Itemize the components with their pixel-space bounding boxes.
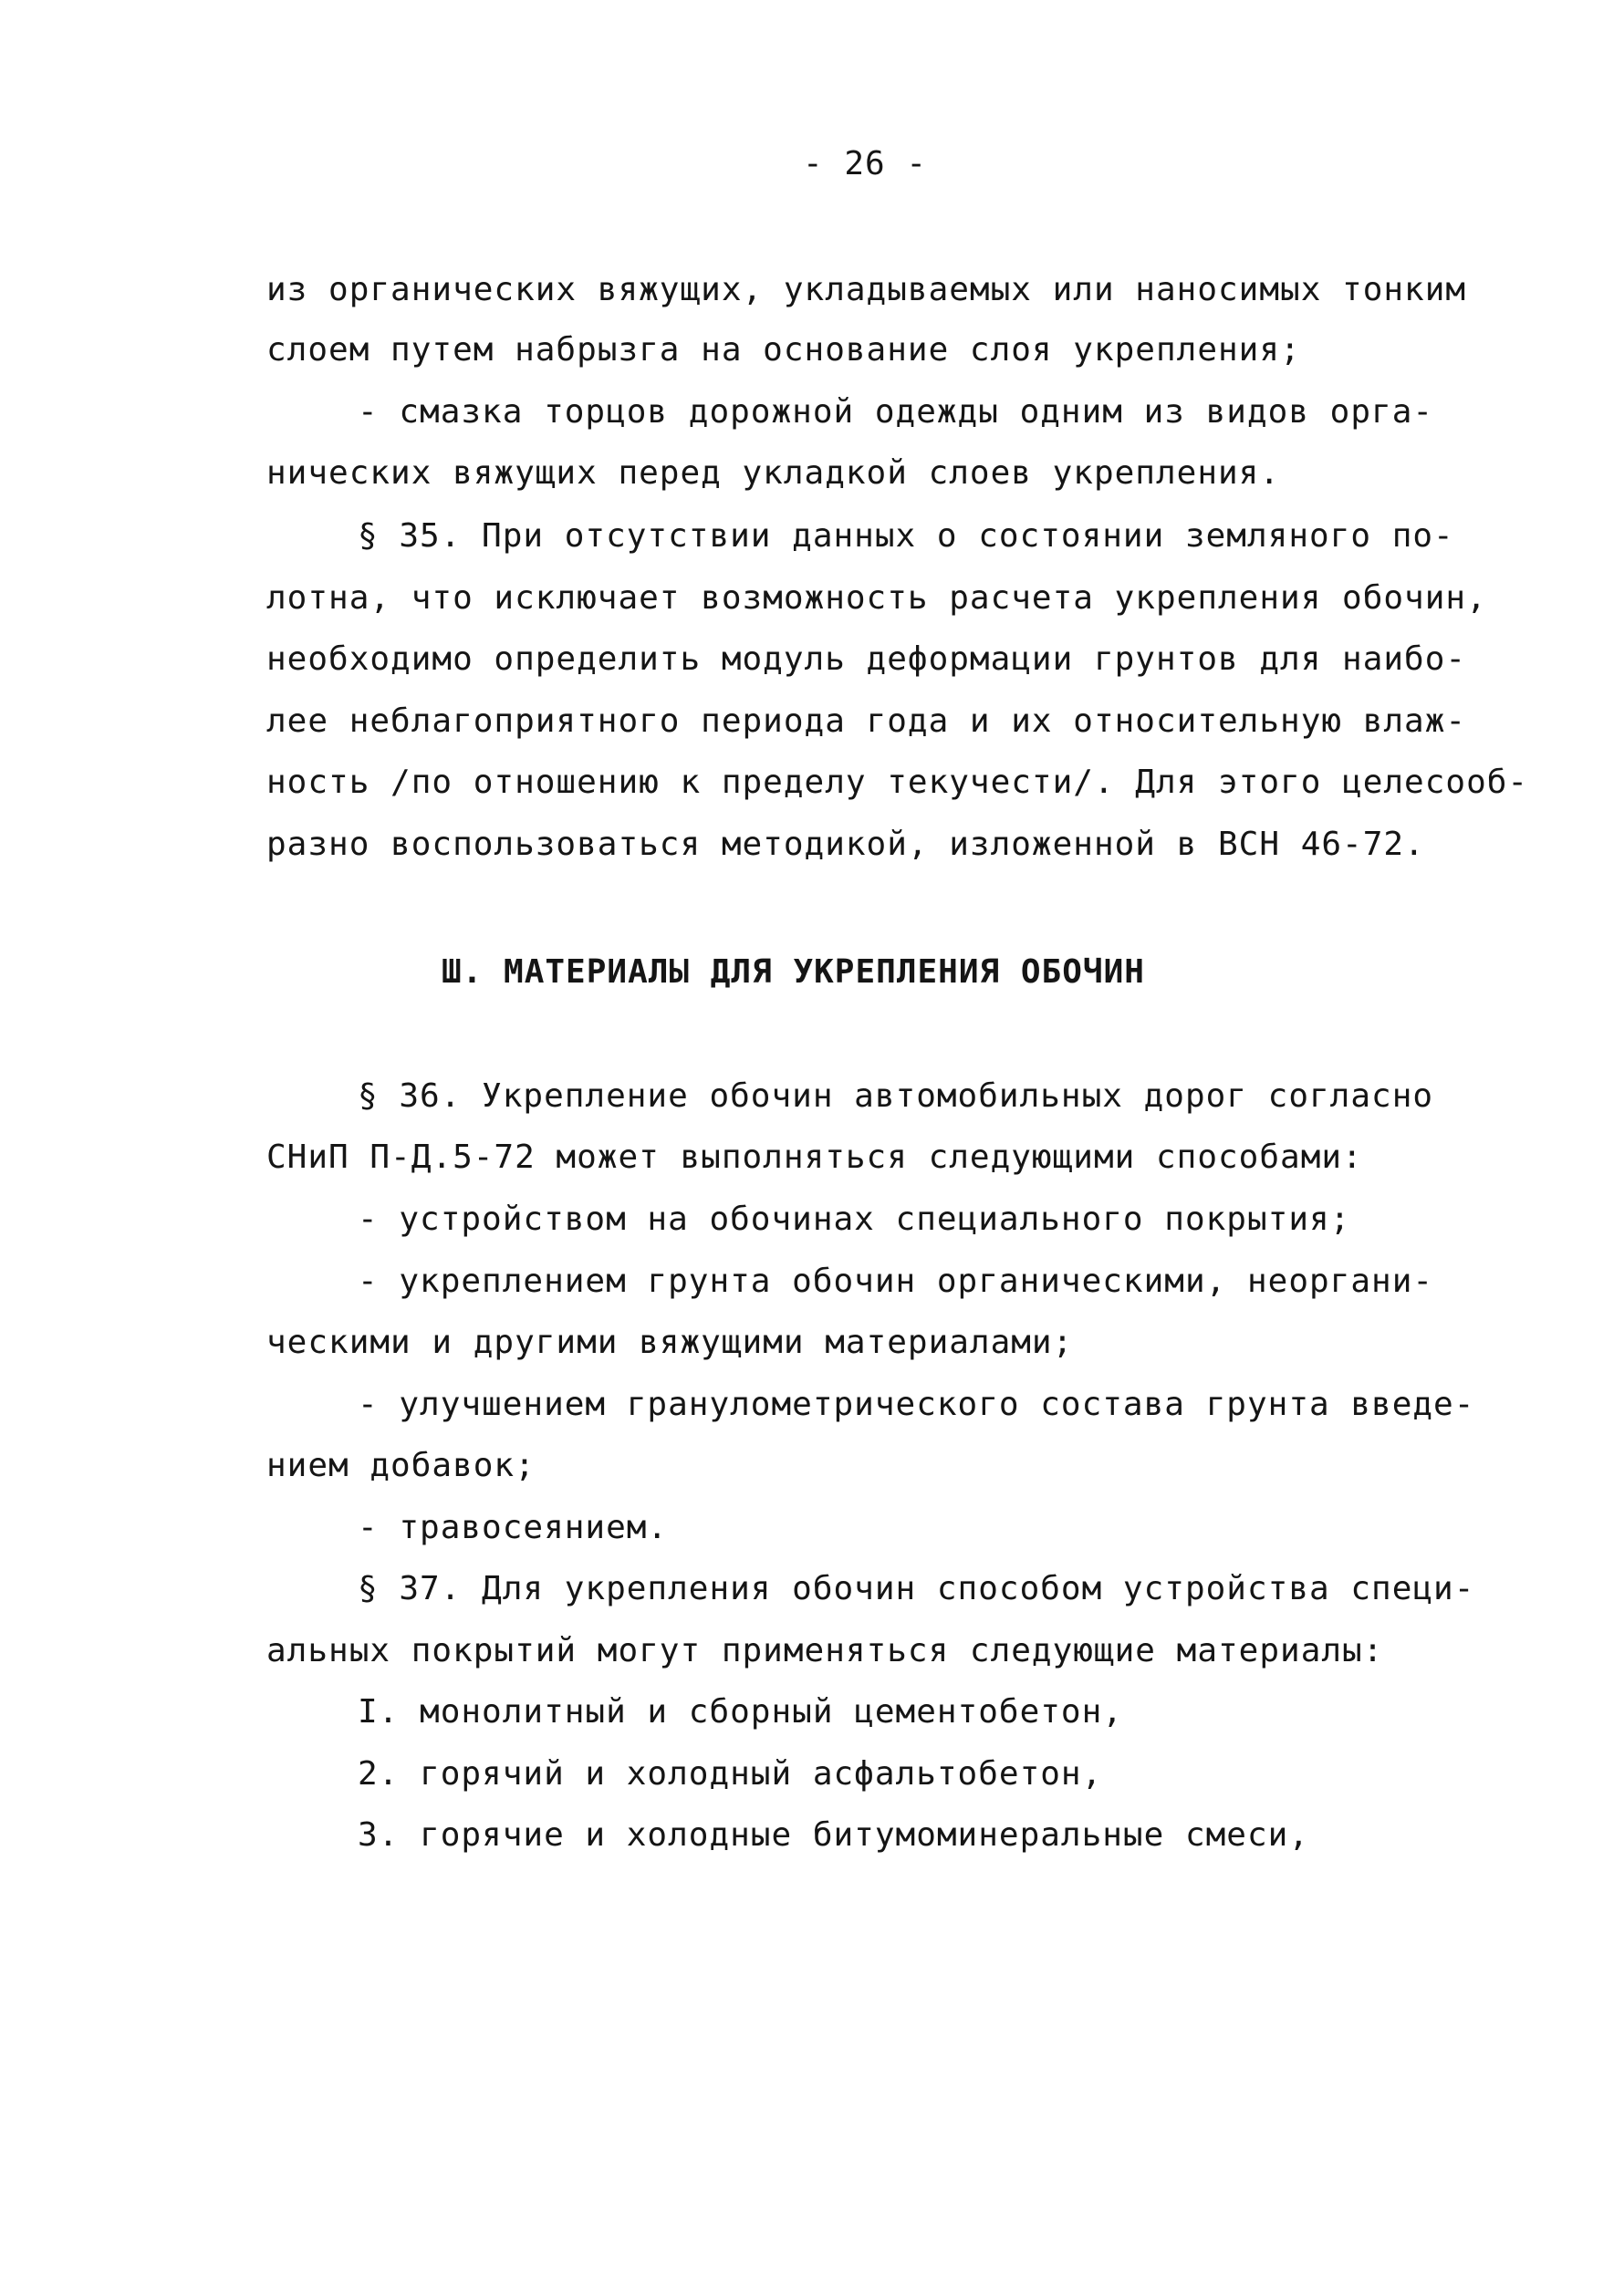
- list-item: 2. горячий и холодный асфальтобетон,: [358, 1755, 1103, 1793]
- text-line: СНиП П-Д.5-72 может выполняться следующими способами:: [266, 1138, 1363, 1176]
- text-line: разно воспользоваться методикой, изложенной в ВСН 46-72.: [266, 826, 1425, 863]
- list-item: - укреплением грунта обочин органическими, неоргани-: [358, 1263, 1434, 1300]
- text-line: альных покрытий могут применяться следующие материалы:: [266, 1632, 1384, 1669]
- text-line: § 37. Для укрепления обочин способом устройства специ-: [358, 1570, 1475, 1607]
- page-number: - 26 -: [803, 145, 928, 182]
- list-item: 3. горячие и холодные битумоминеральные смеси,: [358, 1816, 1309, 1854]
- text-line: ность /по отношению к пределу текучести/. Для этого целесооб-: [266, 764, 1529, 801]
- list-item: нием добавок;: [266, 1447, 536, 1484]
- list-item: ческими и другими вяжущими материалами;: [266, 1324, 1074, 1361]
- text-line: - смазка торцов дорожной одежды одним из видов орга-: [358, 393, 1434, 431]
- text-line: лотна, что исключает возможность расчета укрепления обочин,: [266, 579, 1487, 617]
- text-line: необходимо определить модуль деформации грунтов для наибо-: [266, 640, 1467, 678]
- list-item: - устройством на обочинах специального покрытия;: [358, 1201, 1351, 1238]
- text-line: нических вяжущих перед укладкой слоев укрепления.: [266, 454, 1281, 492]
- text-line: слоем путем набрызга на основание слоя укрепления;: [266, 331, 1301, 369]
- list-item: - травосеянием.: [358, 1509, 669, 1546]
- text-line: из органических вяжущих, укладываемых или наносимых тонким: [266, 271, 1467, 308]
- list-item: - улучшением гранулометрического состава грунта введе-: [358, 1386, 1475, 1423]
- list-item: I. монолитный и сборный цементобетон,: [358, 1693, 1123, 1731]
- text-line: § 35. При отсутствии данных о состоянии земляного по-: [358, 517, 1454, 555]
- text-line: § 36. Укрепление обочин автомобильных дорог согласно: [358, 1077, 1434, 1115]
- section-heading: Ш. МАТЕРИАЛЫ ДЛЯ УКРЕПЛЕНИЯ ОБОЧИН: [442, 953, 1145, 991]
- text-line: лее неблагоприятного периода года и их относительную влаж-: [266, 702, 1467, 740]
